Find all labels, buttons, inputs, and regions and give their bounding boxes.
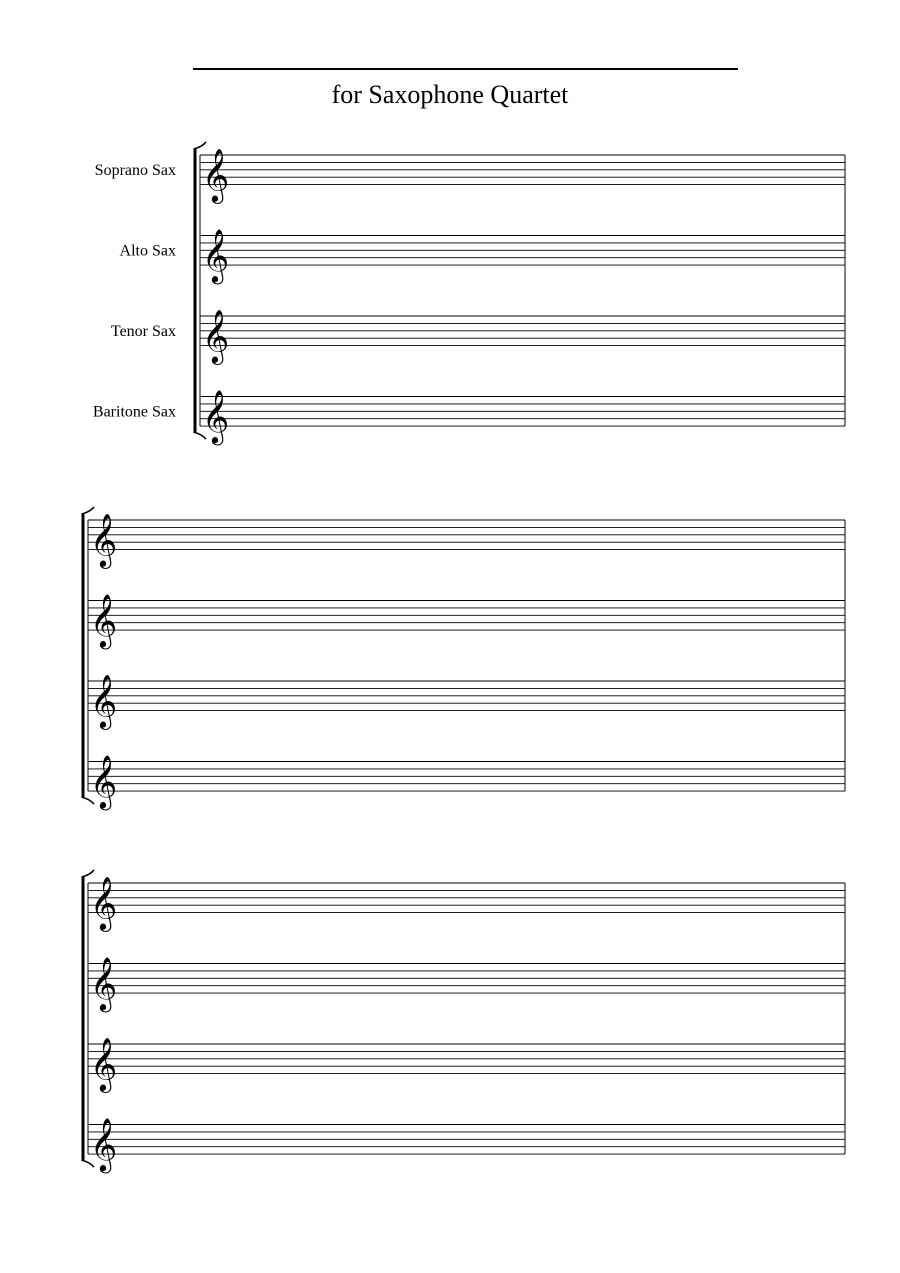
treble-clef-icon: 𝄞 bbox=[90, 956, 118, 1011]
score-subtitle: for Saxophone Quartet bbox=[331, 80, 569, 109]
treble-clef-icon: 𝄞 bbox=[90, 875, 118, 930]
instrument-label: Soprano Sax bbox=[94, 161, 176, 179]
treble-clef-icon: 𝄞 bbox=[90, 1036, 118, 1091]
treble-clef-icon: 𝄞 bbox=[202, 389, 230, 444]
instrument-label: Tenor Sax bbox=[110, 322, 176, 340]
instrument-label: Alto Sax bbox=[119, 242, 176, 260]
treble-clef-icon: 𝄞 bbox=[90, 673, 118, 728]
treble-clef-icon: 𝄞 bbox=[90, 1117, 118, 1172]
treble-clef-icon: 𝄞 bbox=[90, 593, 118, 648]
treble-clef-icon: 𝄞 bbox=[202, 147, 230, 202]
treble-clef-icon: 𝄞 bbox=[90, 754, 118, 809]
instrument-label: Baritone Sax bbox=[92, 403, 176, 421]
treble-clef-icon: 𝄞 bbox=[90, 512, 118, 567]
treble-clef-icon: 𝄞 bbox=[202, 308, 230, 363]
treble-clef-icon: 𝄞 bbox=[202, 228, 230, 283]
